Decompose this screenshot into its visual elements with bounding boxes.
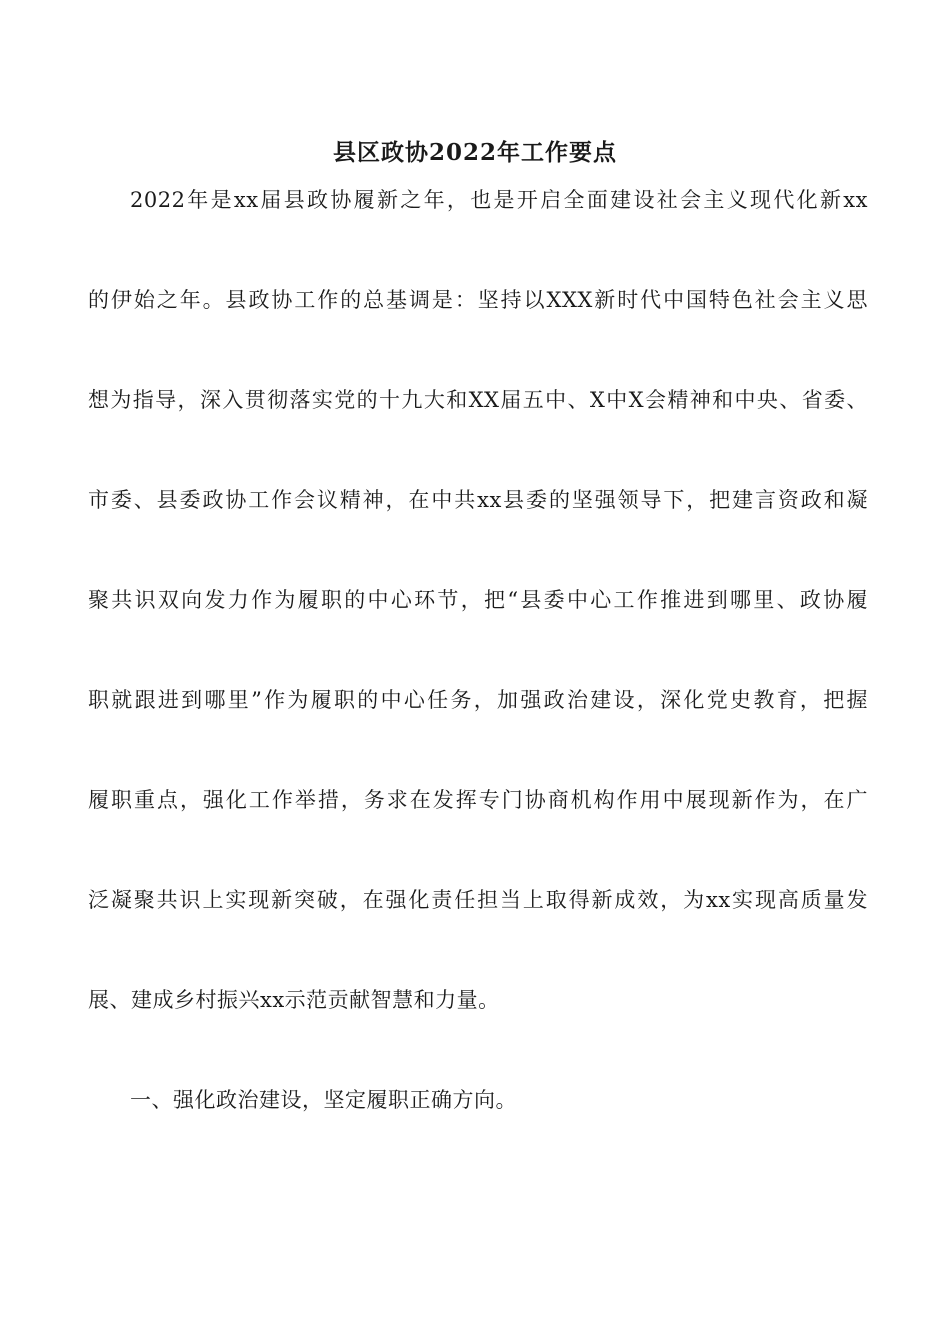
paragraph-line: 展、建成乡村振兴xx示范贡献智慧和力量。 [88, 988, 500, 1012]
section-heading: 一、强化政治建设，坚定履职正确方向。 [130, 1088, 517, 1112]
paragraph-line: 市委、县委政协工作会议精神，在中共xx县委的坚强领导下，把建言资政和凝 [88, 488, 868, 512]
paragraph-line: 的伊始之年。县政协工作的总基调是：坚持以XXX新时代中国特色社会主义思 [88, 288, 868, 312]
document-title: 县区政协2022年工作要点 [332, 139, 617, 166]
paragraph-line: 想为指导，深入贯彻落实党的十九大和XX届五中、X中X会精神和中央、省委、 [88, 388, 868, 412]
paragraph-line: 履职重点，强化工作举措，务求在发挥专门协商机构作用中展现新作为，在广 [88, 788, 868, 812]
paragraph-line: 泛凝聚共识上实现新突破，在强化责任担当上取得新成效，为xx实现高质量发 [88, 888, 868, 912]
paragraph-line: 聚共识双向发力作为履职的中心环节，把“县委中心工作推进到哪里、政协履 [88, 588, 868, 612]
paragraph-line: 职就跟进到哪里”作为履职的中心任务，加强政治建设，深化党史教育，把握 [88, 688, 868, 712]
paragraph-line: 2022年是xx届县政协履新之年，也是开启全面建设社会主义现代化新xx [130, 188, 868, 212]
